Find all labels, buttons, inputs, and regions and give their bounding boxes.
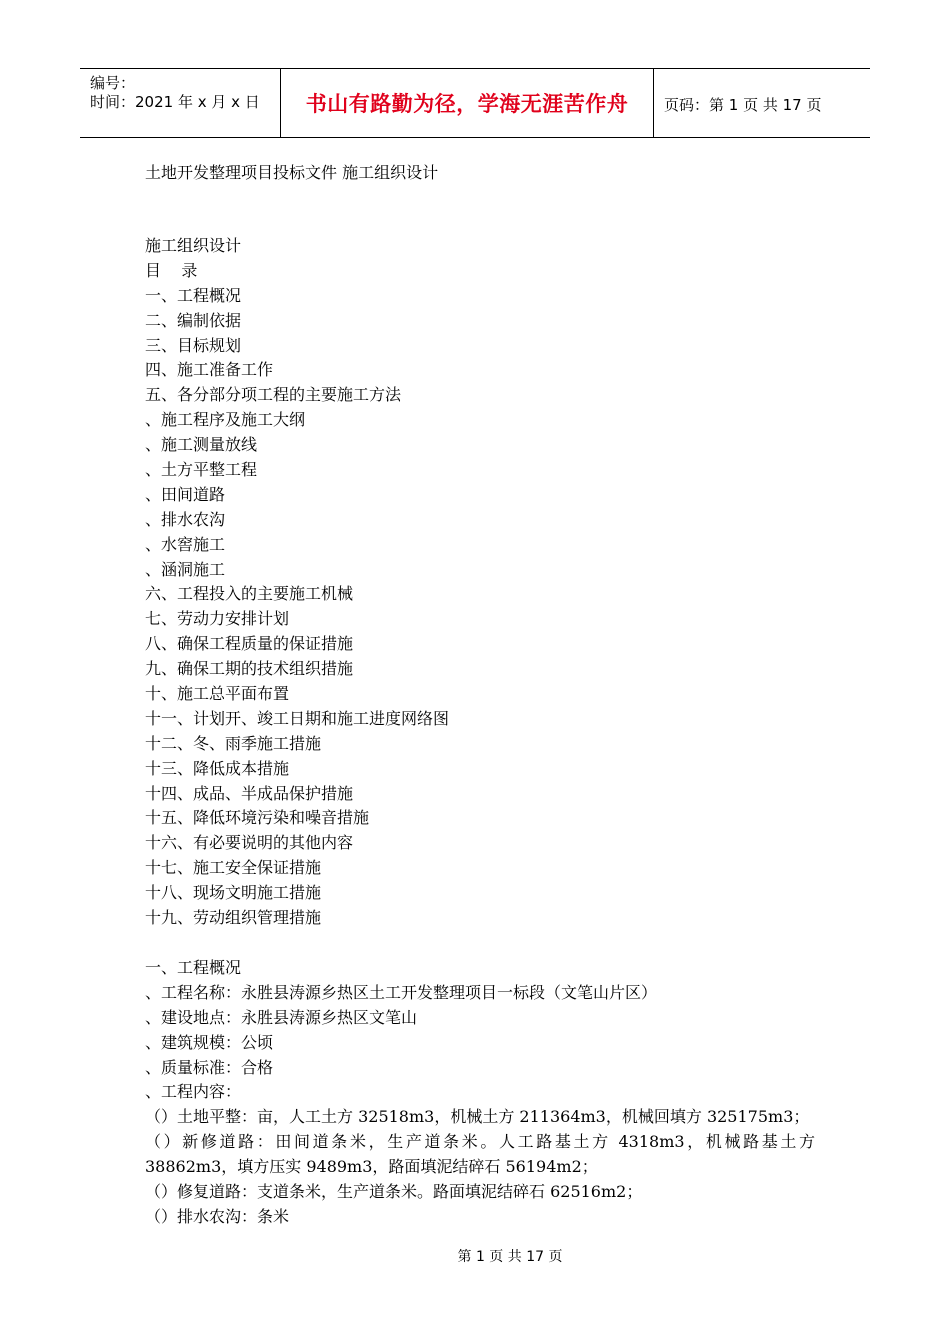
toc-item: 三、目标规划 bbox=[145, 335, 242, 355]
paragraph-line: 、质量标准：合格 bbox=[145, 1057, 274, 1077]
paragraph-line: 、工程内容： bbox=[145, 1082, 242, 1102]
toc-item: 十三、降低成本措施 bbox=[145, 758, 290, 778]
paragraph-line: 、建筑规模：公顷 bbox=[145, 1032, 274, 1052]
toc-item: 、施工测量放线 bbox=[145, 435, 258, 455]
toc-item: 、田间道路 bbox=[145, 484, 226, 504]
toc-item: 、水窖施工 bbox=[145, 534, 226, 554]
paragraph-line: 、工程名称：永胜县涛源乡热区土工开发整理项目一标段（文笔山片区） bbox=[145, 982, 658, 1002]
toc-item: 十六、有必要说明的其他内容 bbox=[145, 833, 354, 853]
table-of-contents bbox=[145, 234, 449, 931]
toc-item: 十一、计划开、竣工日期和施工进度网络图 bbox=[145, 708, 450, 728]
toc-item: 九、确保工期的技术组织措施 bbox=[145, 659, 354, 679]
document-title: 土地开发整理项目投标文件 施工组织设计 bbox=[145, 163, 439, 182]
section-heading: 一、工程概况 bbox=[145, 958, 242, 977]
toc-item: 十、施工总平面布置 bbox=[145, 684, 290, 704]
page-footer bbox=[0, 1246, 950, 1266]
toc-item: 十九、劳动组织管理措施 bbox=[145, 908, 322, 928]
paragraph-line: （）修复道路：支道条米，生产道条米。路面填泥结碎石 62516m2； bbox=[145, 1182, 643, 1202]
toc-item: 五、各分部分项工程的主要施工方法 bbox=[145, 385, 402, 405]
header-meta-cell bbox=[80, 69, 281, 137]
toc-item: 十二、冬、雨季施工措施 bbox=[145, 733, 322, 753]
header-page-cell bbox=[654, 69, 870, 137]
toc-item: 二、编制依据 bbox=[145, 310, 242, 330]
footer-page-number: 第 1 页 共 17 页 bbox=[457, 1249, 563, 1265]
toc-item: 十八、现场文明施工措施 bbox=[145, 883, 322, 903]
paragraph-line: 、建设地点：永胜县涛源乡热区文笔山 bbox=[145, 1007, 418, 1027]
toc-item: 六、工程投入的主要施工机械 bbox=[145, 584, 354, 604]
toc-item: 四、施工准备工作 bbox=[145, 360, 274, 380]
number-label: 编号： bbox=[90, 74, 136, 92]
toc-item: 、土方平整工程 bbox=[145, 460, 258, 480]
toc-item: 、排水农沟 bbox=[145, 509, 226, 529]
time-label: 时间：2021 年 x 月 x 日 bbox=[90, 93, 260, 111]
toc-item: 十七、施工安全保证措施 bbox=[145, 858, 322, 878]
paragraph-line: （）排水农沟：条米 bbox=[145, 1206, 290, 1226]
toc-item: 十四、成品、半成品保护措施 bbox=[145, 783, 354, 803]
toc-item: 八、确保工程质量的保证措施 bbox=[145, 634, 354, 654]
header-table bbox=[80, 68, 870, 138]
toc-item: 十五、降低环境污染和噪音措施 bbox=[145, 808, 370, 828]
motto-text: 书山有路勤为径，学海无涯苦作舟 bbox=[305, 92, 629, 116]
paragraph-line: （）土地平整：亩，人工土方 32518m3，机械土方 211364m3，机械回填方 325175m3； bbox=[145, 1107, 810, 1127]
header-motto-cell bbox=[281, 69, 654, 137]
toc-item: 一、工程概况 bbox=[145, 285, 242, 305]
toc-heading: 施工组织设计 bbox=[145, 236, 242, 255]
toc-item: 、施工程序及施工大纲 bbox=[145, 410, 306, 430]
page-info: 页码：第 1 页 共 17 页 bbox=[664, 96, 822, 114]
section-project-overview bbox=[145, 956, 815, 1230]
toc-subheading: 目 录 bbox=[145, 260, 198, 280]
toc-item: 七、劳动力安排计划 bbox=[145, 609, 290, 629]
paragraph-line: （）新修道路：田间道条米，生产道条米。人工路基土方 4318m3，机械路基土方 38862m3，填方压实 9489m3，路面填泥结碎石 56194m2； bbox=[145, 1132, 815, 1177]
toc-item: 、涵洞施工 bbox=[145, 559, 226, 579]
